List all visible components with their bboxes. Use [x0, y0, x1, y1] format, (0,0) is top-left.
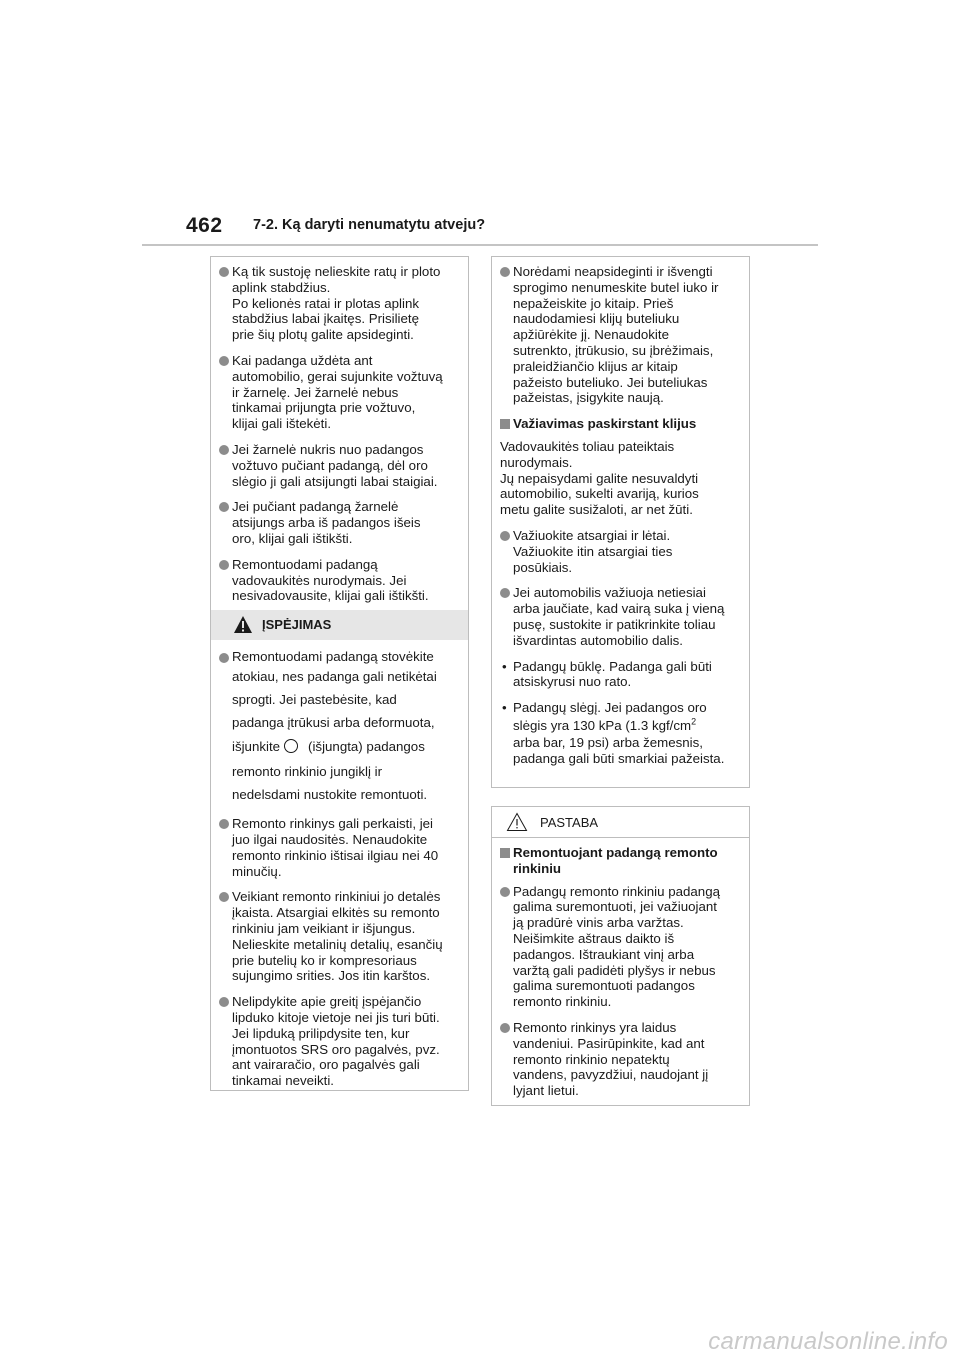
- bullet-dot-icon: [500, 588, 510, 598]
- bullet-dot-icon: [219, 445, 229, 455]
- list-item: Kai padanga uždėta ant automobilio, gerai sujunkite vožtuvą ir žarnelę. Jei žarnelė nebus tinkamai prijungta prie vožtuvo, klijai gali ištekėti.: [219, 353, 458, 432]
- list-item: Jei pučiant padangą žarnelė atsijungs arba iš padangos išeis oro, klijai gali ištikšti.: [219, 499, 458, 546]
- section-title: 7-2. Ką daryti nenumatytu atveju?: [253, 217, 486, 233]
- header-divider: [142, 244, 818, 246]
- note-header: [492, 807, 749, 838]
- warning-label: ĮSPĖJIMAS: [262, 617, 332, 633]
- bullet-dot-icon: [500, 531, 510, 541]
- warning-box-right: [491, 256, 750, 788]
- bullet-list-top: [219, 264, 458, 604]
- list-item: Nelipdykite apie greitį įspėjančio lipduko kitoje vietoje nei jis turi būti. Jei lipduką prilipdysite ten, kur įmontuotos SRS oro pagalvės, pvz. ant vairaračio, oro pagalvės gali tinkamai neveikti.: [219, 994, 458, 1089]
- list-item: Remonto rinkinys yra laidus vandeniui. Pasirūpinkite, kad ant remonto rinkinio nepatektų vandens, pavyzdžiui, naudojant jį lyjant lietui.: [500, 1020, 739, 1099]
- list-item: Jei automobilis važiuoja netiesiai arba jaučiate, kad vairą suka į vieną pusę, sustokite ir patikrinkite toliau išvardintas automobilio dalis.: [500, 585, 739, 648]
- bullet-dot-icon: [219, 267, 229, 277]
- bullet-dot-icon: [219, 502, 229, 512]
- page-number: 462: [186, 214, 223, 237]
- subheading: Važiavimas paskirstant klijus: [500, 416, 739, 432]
- list-item: Padangų remonto rinkiniu padangą galima suremontuoti, jei važiuojant ją pradūrė vinis arba varžtas. Neišimkite aštraus daikto iš padangos. Ištraukiant vinį arba varžtą gali padidėti plyšys ir nebus galima suremontuoti padangos remonto rinkiniu.: [500, 884, 739, 1010]
- bullet-dot-icon: [500, 887, 510, 897]
- watermark: carmanualsonline.info: [708, 1328, 948, 1355]
- warning-box-left: [210, 256, 469, 1091]
- power-switch-icon: [284, 739, 298, 753]
- bullet-dot-icon: [500, 267, 510, 277]
- list-item: Remontuodami padangą stovėkite atokiau, nes padanga gali netikėtai sprogti. Jei pastebėsite, kad padanga įtrūkusi arba deformuota, išjunkite (išjungta) padangos remonto rinkinio jungiklį ir nedelsdami nustokite remontuoti.: [219, 648, 458, 806]
- list-item: Veikiant remonto rinkiniui jo detalės įkaista. Atsargiai elkitės su remonto rinkiniu jam veikiant ir išjungus. Nelieskite metalinių detalių, esančių prie butelių ko ir kompresoriaus sujungimo srities. Jos itin karštos.: [219, 889, 458, 984]
- square-bullet-icon: [500, 419, 510, 429]
- subheading: Remontuojant padangą remonto rinkiniu: [500, 845, 739, 877]
- sub-list-item: • Padangų būklę. Padanga gali būti atsiskyrusi nuo rato.: [502, 658, 712, 690]
- list-item: Važiuokite atsargiai ir lėtai. Važiuokite itin atsargiai ties posūkiais.: [500, 528, 739, 575]
- bullet-dot-icon: [219, 560, 229, 570]
- list-item: Jei žarnelė nukris nuo padangos vožtuvo pučiant padangą, dėl oro slėgio ji gali atsijungti labai staigiai.: [219, 442, 458, 489]
- square-bullet-icon: [500, 848, 510, 858]
- bullet-dot-icon: [500, 1023, 510, 1033]
- list-item: Norėdami neapsideginti ir išvengti sprogimo nenumeskite butel iuko ir nepažeiskite jo kitaip. Prieš naudodamiesi klijų buteliuku apžiūrėkite jį. Nenaudokite sutrenkto, įtrūkusio, su įbrėžimais, praleidžiančio klijus ar kitaip pažeisto buteliuko. Jei buteliukas pažeistas, įsigykite naują.: [500, 264, 739, 406]
- bullet-dot-icon: [219, 819, 229, 829]
- bullet-dot-icon: [219, 356, 229, 366]
- note-label: PASTABA: [540, 815, 599, 830]
- list-item: Remonto rinkinys gali perkaisti, jei juo ilgai naudositės. Nenaudokite remonto rinkinio ištisai ilgiau nei 40 minučių.: [219, 816, 458, 879]
- paragraph: Vadovaukitės toliau pateiktais nurodymais. Jų nepaisydami galite nesuvaldyti automobilio, sukelti avariją, kurios metu galite susižaloti, ar net žūti.: [500, 438, 699, 518]
- sub-list-item: • Padangų slėgį. Jei padangos oro slėgis yra 130 kPa (1.3 kgf/$cm^2$ arba bar, 19 psi) arba žemesnis, padanga gali būti smarkiai pažeista.: [502, 700, 725, 766]
- bullet-dot-icon: [219, 997, 229, 1007]
- caution-triangle-icon: [506, 812, 528, 832]
- bullet-dot-icon: [219, 892, 229, 902]
- warning-header: [211, 610, 468, 640]
- warning-triangle-icon: [233, 615, 253, 634]
- list-item: Remontuodami padangą vadovaukitės nurodymais. Jei nesivadovausite, klijai gali ištikšti.: [219, 557, 458, 604]
- note-box: [491, 806, 750, 1106]
- bullet-dot-icon: [219, 653, 229, 663]
- list-item: Ką tik sustoję nelieskite ratų ir ploto aplink stabdžius. Po kelionės ratai ir plotas aplink stabdžius labai įkaitęs. Prisilietę prie šių plotų galite apsideginti.: [219, 264, 458, 343]
